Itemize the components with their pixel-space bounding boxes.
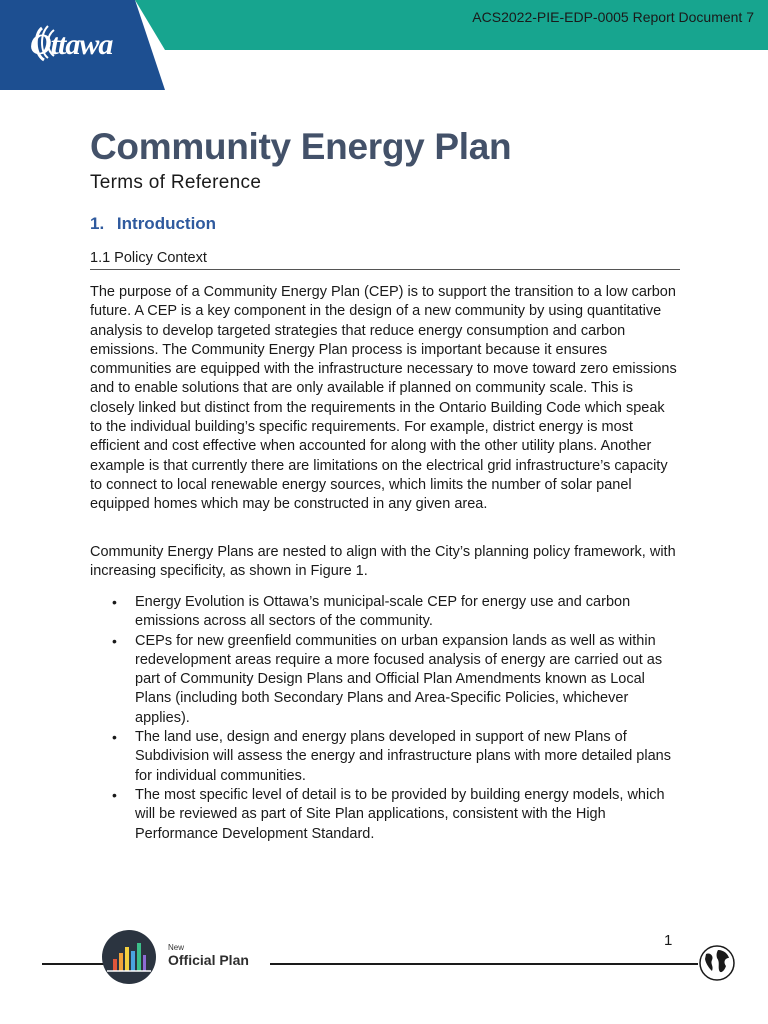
footer-divider xyxy=(270,963,698,965)
bullet-list xyxy=(90,593,680,844)
list-item-text: The most specific level of detail is to be provided by building energy models, which will be reviewed as part of Site Plan applications, consistent with the High Performance Development Standard. xyxy=(135,786,665,842)
page-number: 1 xyxy=(664,932,673,949)
list-item-text: The land use, design and energy plans developed in support of new Plans of Subdivision will assess the energy and infrastructure plans with more detailed plans for individual communities. xyxy=(135,729,671,784)
list-item xyxy=(90,786,680,844)
bullet-icon: • xyxy=(112,729,117,746)
globe-icon xyxy=(698,944,736,982)
official-plan-badge-title: Official Plan xyxy=(168,952,249,968)
document-reference: ACS2022-PIE-EDP-0005 Report Document 7 xyxy=(472,9,754,25)
bullet-icon: • xyxy=(112,632,117,649)
section-number: 1. xyxy=(90,214,105,233)
document-title: Community Energy Plan xyxy=(90,126,512,167)
list-item-text: Energy Evolution is Ottawa’s municipal-scale CEP for energy use and carbon emissions across all sectors of the community. xyxy=(135,594,631,630)
ottawa-logo xyxy=(30,24,140,74)
official-plan-badge-small: New xyxy=(168,943,185,952)
section-title: Introduction xyxy=(116,214,217,233)
section-heading xyxy=(90,214,216,234)
ottawa-logo-text: Ottawa xyxy=(30,28,113,61)
bullet-icon: • xyxy=(112,594,117,610)
list-item xyxy=(90,632,680,728)
bullet-icon: • xyxy=(112,786,117,803)
footer-divider xyxy=(42,963,104,965)
list-item-text: CEPs for new greenfield communities on urban expansion lands as well as within redevelopment areas require a more focused analysis of energy are carried out as part of Community Design Plans and Official Plan Amendments known as Local Plans (including both Secondary Plans and Area-Specific Policies, whichever applies). xyxy=(135,632,663,726)
list-item xyxy=(90,593,680,632)
document-subtitle: Terms of Reference xyxy=(90,172,262,193)
official-plan-badge-icon xyxy=(101,929,157,985)
paragraph: Community Energy Plans are nested to align with the City’s planning policy framework, with increasing specificity, as shown in Figure 1. xyxy=(90,544,676,580)
paragraph: The purpose of a Community Energy Plan (CEP) is to support the transition to a low carbon future. A CEP is a key component in the design of a new community by using quantitative analysis to develop targeted strategies that reduce energy consumption and carbon emissions. The Community Energy Plan process is important because it ensures communities are equipped with the infrastructure necessary to move toward zero emissions and to enable solutions that are only available if planned on community scale. This is closely linked but distinct from the requirements in the Ontario Building Code which speak to the individual building’s specific requirements. For example, district energy is most efficient and cost effective when accounted for along with the other utility plans. Another example is that currently there are limitations on the electrical grid infrastructure’s capacity to connect to local renewable energy sources, which limits the number of solar panel equipped homes which may be constructed in any given area. xyxy=(90,284,677,513)
list-item xyxy=(90,728,680,786)
subsection-heading: 1.1 Policy Context xyxy=(90,250,680,270)
